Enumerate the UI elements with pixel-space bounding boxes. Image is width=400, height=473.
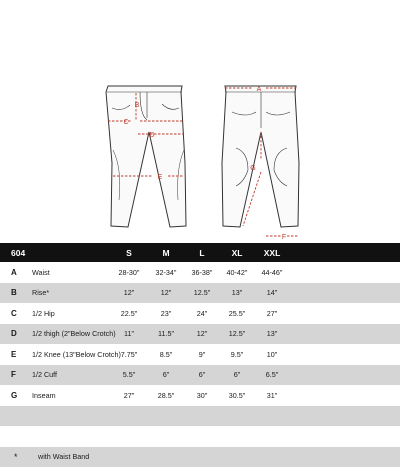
cell-value: 8.5" bbox=[159, 349, 173, 359]
cell-value: 44-46" bbox=[261, 267, 283, 277]
row-letter: C bbox=[11, 308, 17, 318]
cell-value: 12" bbox=[196, 329, 208, 339]
diagram-label-c: C bbox=[123, 119, 129, 126]
row-label: 1/2 thigh (2"Below Crotch) bbox=[32, 329, 116, 339]
cell-value: 31" bbox=[266, 390, 278, 400]
table-row bbox=[0, 385, 400, 406]
table-row bbox=[0, 344, 400, 365]
row-letter: F bbox=[11, 370, 16, 380]
cell-value: 28-30" bbox=[118, 267, 140, 277]
table-spacer-row bbox=[0, 426, 400, 447]
table-header-row bbox=[0, 243, 400, 262]
cell-value: 5.5" bbox=[122, 370, 136, 380]
footnote-row bbox=[0, 447, 400, 468]
cell-value: 13" bbox=[266, 329, 278, 339]
row-letter: D bbox=[11, 329, 17, 339]
cell-value: 6" bbox=[233, 370, 241, 380]
row-label: 1/2 Hip bbox=[32, 308, 55, 318]
cell-value: 6" bbox=[198, 370, 206, 380]
diagram-label-f: F bbox=[281, 234, 287, 241]
cell-value: 9" bbox=[198, 349, 206, 359]
cell-value: 11" bbox=[123, 329, 135, 339]
cell-value: 36-38" bbox=[191, 267, 213, 277]
cell-value: 28.5" bbox=[157, 390, 175, 400]
row-letter: B bbox=[11, 288, 17, 298]
cell-value: 7.75" bbox=[120, 349, 138, 359]
size-chart-table bbox=[0, 243, 400, 467]
cell-value: 6" bbox=[162, 370, 170, 380]
diagram-label-d: D bbox=[149, 132, 155, 139]
cell-value: 10" bbox=[266, 349, 278, 359]
size-header-xl: XL bbox=[231, 247, 243, 258]
row-label: Inseam bbox=[32, 390, 56, 400]
footnote-symbol: * bbox=[14, 451, 18, 462]
cell-value: 9.5" bbox=[230, 349, 244, 359]
size-header-s: S bbox=[126, 247, 132, 258]
cell-value: 27" bbox=[266, 308, 278, 318]
product-code: 604 bbox=[11, 247, 26, 258]
cell-value: 14" bbox=[266, 288, 278, 298]
row-label: Rise* bbox=[32, 288, 50, 298]
table-spacer-row bbox=[0, 406, 400, 427]
size-header-m: M bbox=[162, 247, 170, 258]
cell-value: 40-42" bbox=[226, 267, 248, 277]
size-header-l: L bbox=[199, 247, 205, 258]
table-row bbox=[0, 262, 400, 283]
diagram-label-a: A bbox=[256, 86, 262, 93]
cell-value: 12" bbox=[123, 288, 135, 298]
cell-value: 27" bbox=[123, 390, 135, 400]
table-row bbox=[0, 365, 400, 386]
cell-value: 22.5" bbox=[120, 308, 138, 318]
cell-value: 23" bbox=[160, 308, 172, 318]
row-letter: A bbox=[11, 267, 17, 277]
cell-value: 11.5" bbox=[157, 329, 175, 339]
size-header-xxl: XXL bbox=[263, 247, 281, 258]
footnote-text: with Waist Band bbox=[38, 452, 90, 462]
row-label: Waist bbox=[32, 267, 50, 277]
cell-value: 12.5" bbox=[193, 288, 211, 298]
cell-value: 30.5" bbox=[228, 390, 246, 400]
cell-value: 30" bbox=[196, 390, 208, 400]
cell-value: 12.5" bbox=[228, 329, 246, 339]
row-letter: G bbox=[11, 390, 18, 400]
row-label: 1/2 Knee (13"Below Crotch) bbox=[32, 349, 121, 359]
diagram-label-g: G bbox=[250, 165, 256, 172]
row-label: 1/2 Cuff bbox=[32, 370, 58, 380]
front-view bbox=[106, 86, 186, 227]
diagram-label-e: E bbox=[157, 174, 163, 181]
row-letter: E bbox=[11, 349, 17, 359]
table-row bbox=[0, 283, 400, 304]
cell-value: 6.5" bbox=[265, 370, 279, 380]
cell-value: 25.5" bbox=[228, 308, 246, 318]
cell-value: 32-34" bbox=[155, 267, 177, 277]
cell-value: 13" bbox=[231, 288, 243, 298]
cell-value: 24" bbox=[196, 308, 208, 318]
cell-value: 12" bbox=[160, 288, 172, 298]
table-row bbox=[0, 303, 400, 324]
back-view bbox=[222, 86, 299, 227]
diagram-label-b: B bbox=[134, 102, 140, 109]
table-row bbox=[0, 324, 400, 345]
